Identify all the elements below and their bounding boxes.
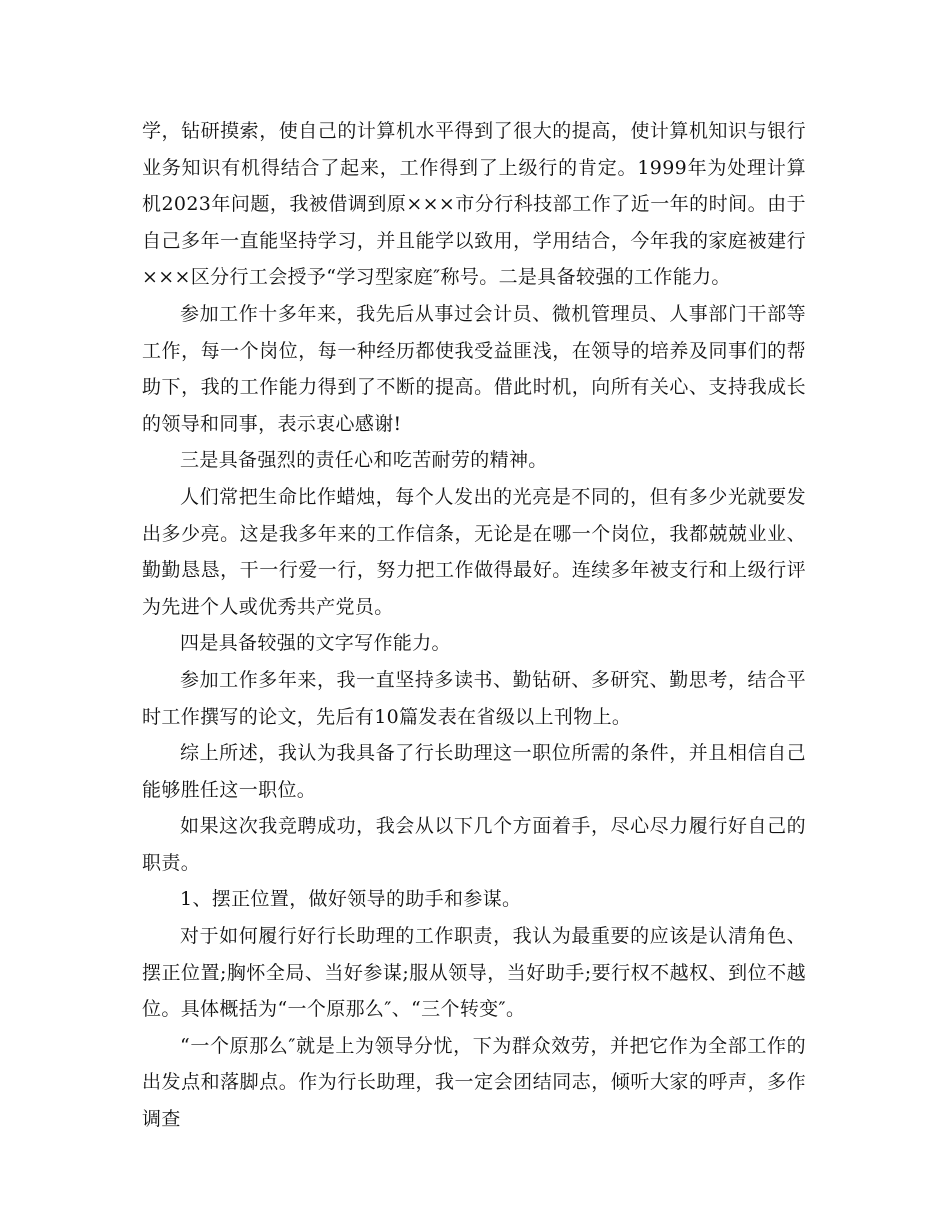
document-body <box>142 113 806 1138</box>
paragraph-work-ability: 参加工作十多年来，我先后从事过会计员、微机管理员、人事部门干部等工作，每一个岗位，每一种经历都使我受益匪浅，在领导的培养及同事们的帮助下，我的工作能力得到了不断的提高。借此时机，向所有关心、支持我成长的领导和同事，表示衷心感谢! <box>142 302 806 435</box>
paragraph-heading-responsibility: 三是具备强烈的责任心和吃苦耐劳的精神。 <box>180 449 548 472</box>
paragraph-one-principle: “一个原那么″就是上为领导分忧，下为群众效劳，并把它作为全部工作的出发点和落脚点。作为行长助理，我一定会团结同志，倾听大家的呼声，多作调查 <box>142 1034 806 1131</box>
paragraph-if-successful: 如果这次我竞聘成功，我会从以下几个方面着手，尽心尽力履行好自己的职责。 <box>142 815 806 874</box>
paragraph-continuation: 学，钻研摸索，使自己的计算机水平得到了很大的提高，使计算机知识与银行业务知识有机得结合了起来，工作得到了上级行的肯定。1999年为处理计算机2023年问题，我被借调到原×××市分行科技部工作了近一年的时间。由于自己多年一直能坚持学习，并且能学以致用，学用结合，今年我的家庭被建行×××区分行工会授予“学习型家庭″称号。二是具备较强的工作能力。 <box>142 120 806 289</box>
paragraph-summary: 综上所述，我认为我具备了行长助理这一职位所需的条件，并且相信自己能够胜任这一职位。 <box>142 742 806 801</box>
paragraph-point-one: 1、摆正位置，做好领导的助手和参谋。 <box>180 888 522 911</box>
paragraph-duties: 对于如何履行好行长助理的工作职责，我认为最重要的应该是认清角色、摆正位置;胸怀全局、当好参谋;服从领导，当好助手;要行权不越权、到位不越位。具体概括为“一个原那么″、“三个转变″。 <box>142 925 806 1021</box>
paragraph-papers: 参加工作多年来，我一直坚持多读书、勤钻研、多研究、勤思考，结合平时工作撰写的论文，先后有10篇发表在省级以上刊物上。 <box>142 668 806 728</box>
paragraph-heading-writing: 四是具备较强的文字写作能力。 <box>180 632 451 655</box>
paragraph-candle: 人们常把生命比作蜡烛，每个人发出的光亮是不同的，但有多少光就要发出多少亮。这是我多年来的工作信条，无论是在哪一个岗位，我都兢兢业业、勤勤恳恳，干一行爱一行，努力把工作做得最好。连续多年被支行和上级行评为先进个人或优秀共产党员。 <box>142 485 806 618</box>
